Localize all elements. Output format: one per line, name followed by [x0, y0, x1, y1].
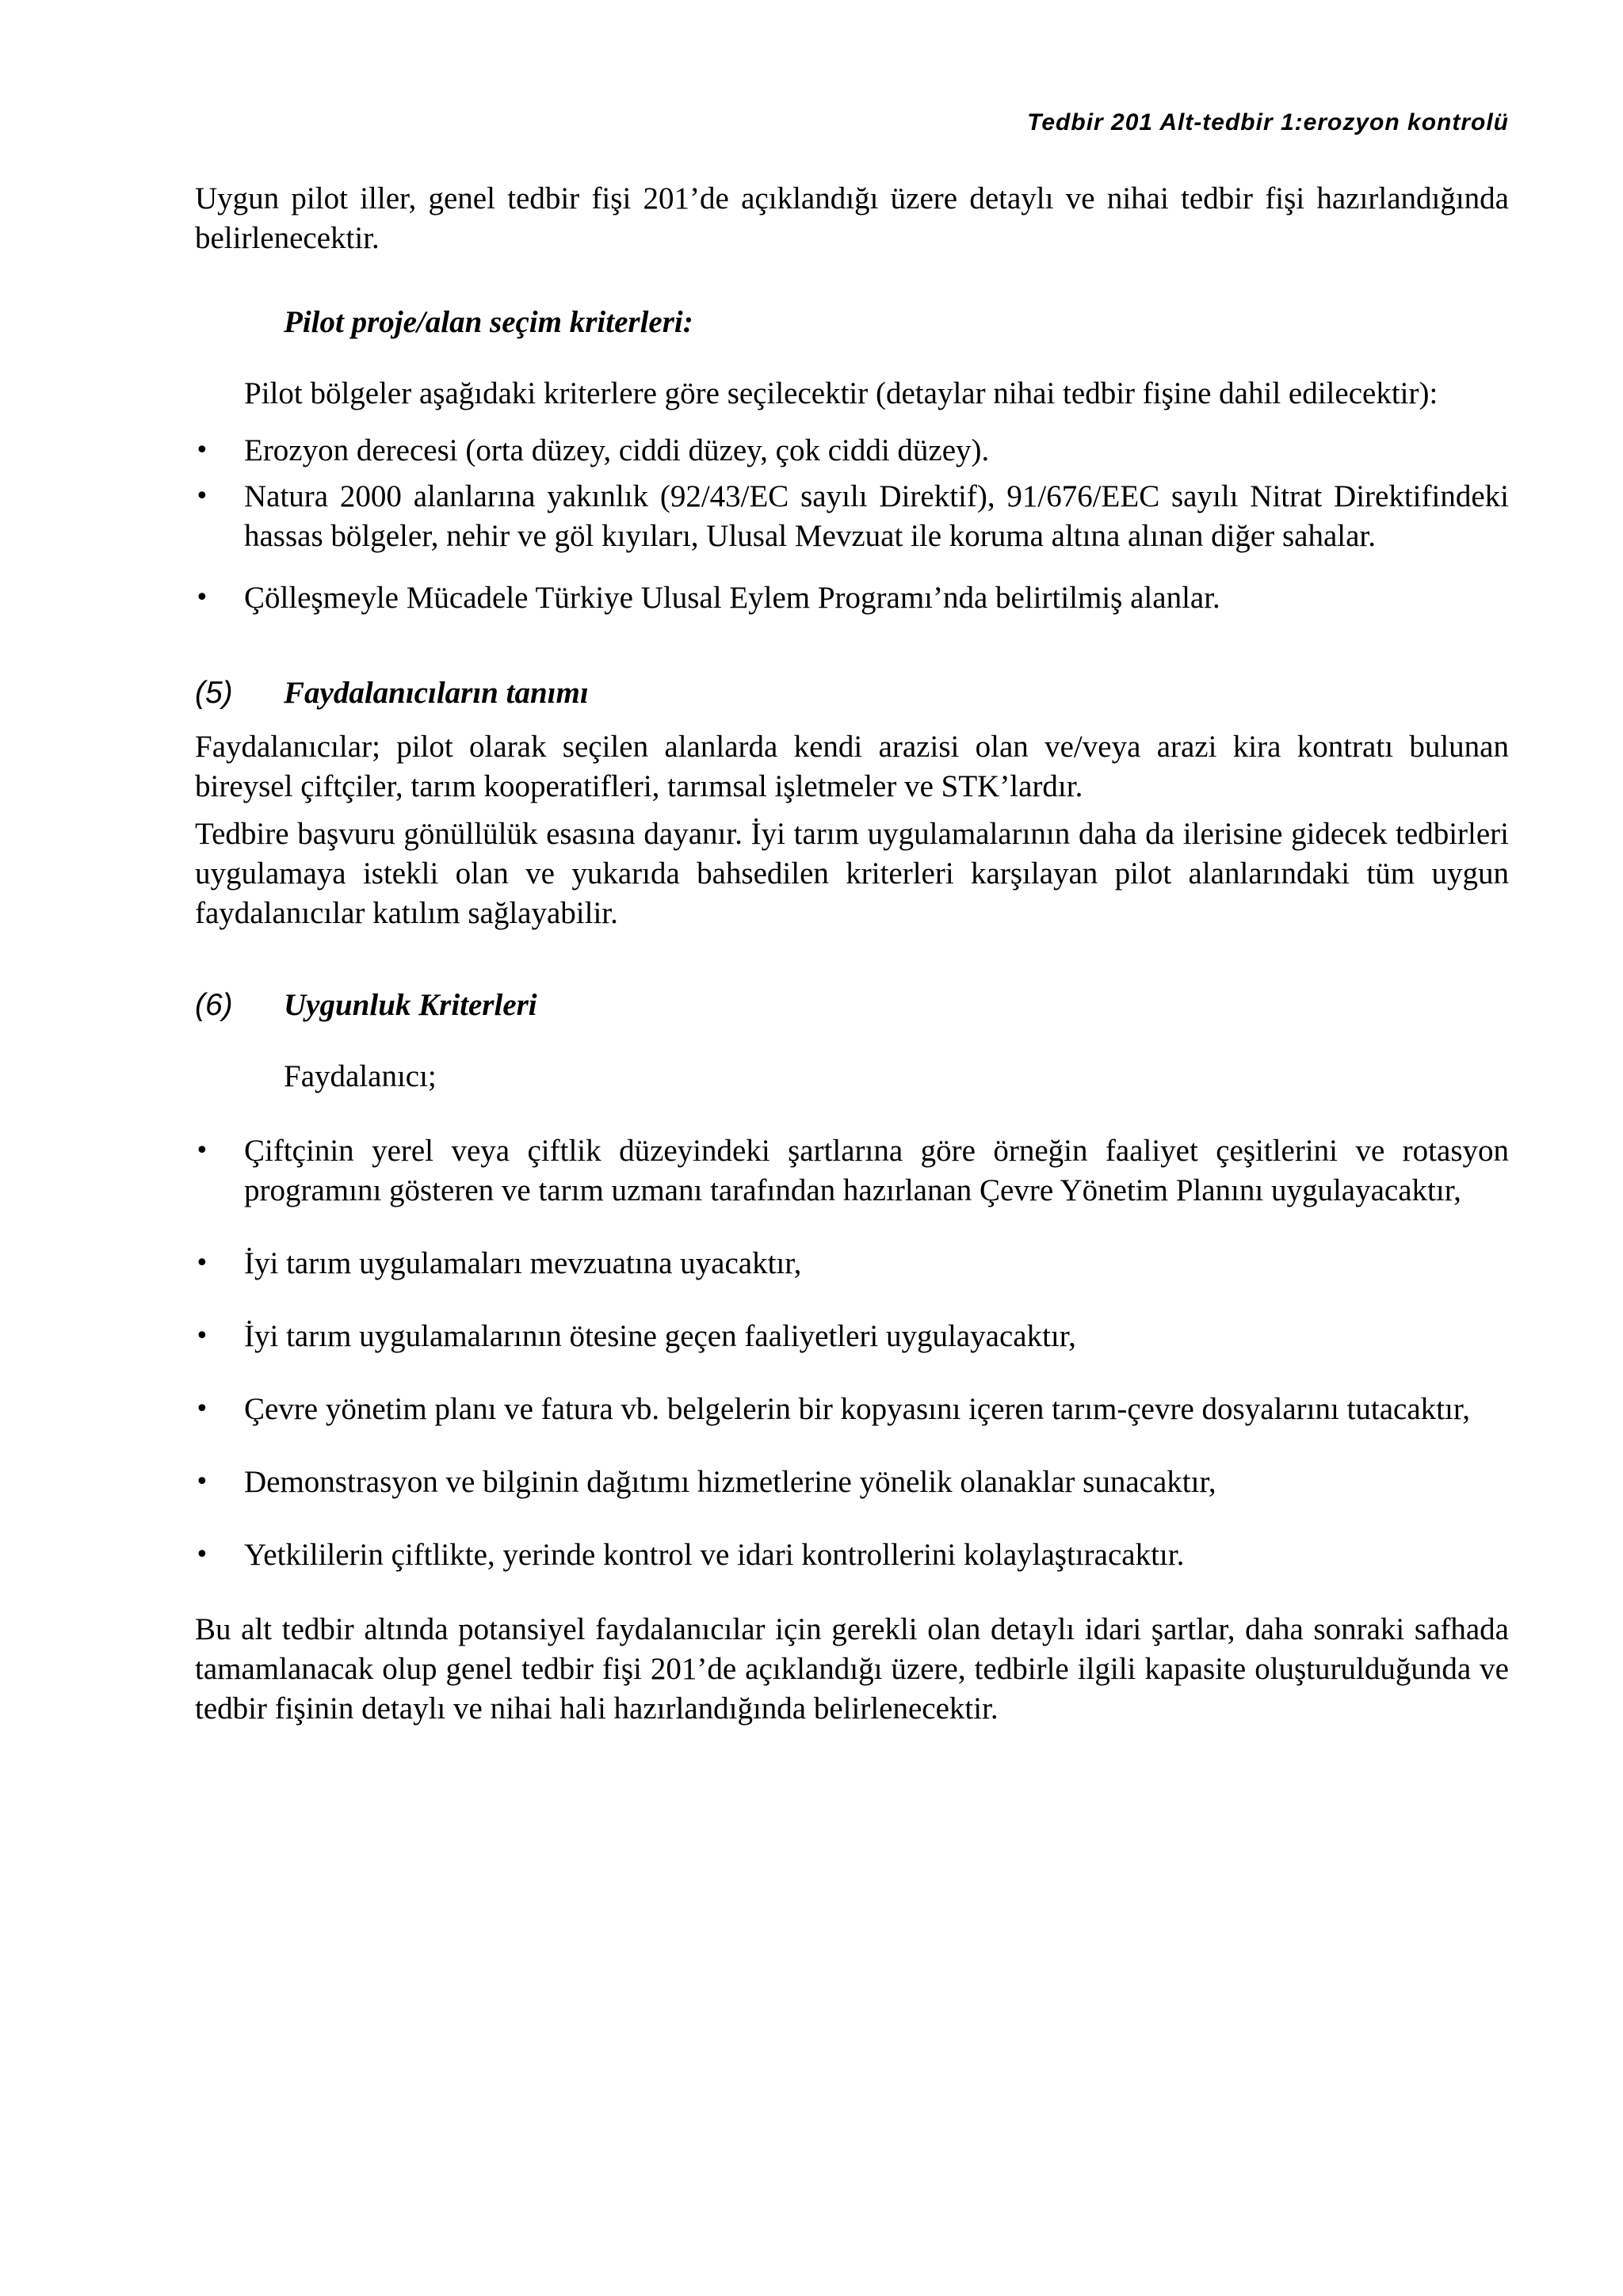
bullet-icon: •: [195, 584, 209, 612]
list-item-text: İyi tarım uygulamalarının ötesine geçen faaliyetleri uygulayacaktır,: [244, 1319, 1076, 1353]
pilot-criteria-lead: Pilot bölgeler aşağıdaki kriterlere göre seçilecektir (detaylar nihai tedbir fişine dahil edilecektir):: [244, 376, 1438, 410]
bullet-icon: •: [195, 1541, 209, 1569]
list-item: [195, 1131, 1509, 1211]
page-body: [195, 179, 1509, 1729]
pilot-criteria-title: Pilot proje/alan seçim kriterleri:: [284, 305, 693, 339]
bullet-icon: •: [195, 1137, 209, 1165]
section-6-heading: [195, 986, 1509, 1025]
bullet-icon: •: [195, 1249, 209, 1277]
list-item-text: Yetkililerin çiftlikte, yerinde kontrol ve idari kontrollerini kolaylaştıracaktır.: [244, 1538, 1185, 1572]
list-item: [195, 1390, 1509, 1429]
list-item: [195, 1317, 1509, 1356]
section-5-paragraph-1: Faydalanıcılar; pilot olarak seçilen alanlarda kendi arazisi olan ve/veya arazi kira kontratı bulunan bireysel çiftçiler, tarım kooperatifleri, tarımsal işletmeler ve STK’lardır.: [195, 730, 1509, 803]
list-item: [195, 578, 1509, 618]
list-item: [195, 1535, 1509, 1575]
list-item: [195, 1463, 1509, 1502]
list-item-text: Çevre yönetim planı ve fatura vb. belgelerin bir kopyasını içeren tarım-çevre dosyalarını tutacaktır,: [244, 1392, 1471, 1426]
eligibility-list: [195, 1131, 1509, 1575]
bullet-icon: •: [195, 437, 209, 464]
pilot-criteria-list: [195, 431, 1509, 618]
section-6-number: (6): [195, 988, 233, 1022]
section-6-lead: Faydalanıcı;: [284, 1059, 437, 1093]
section-6-title: Uygunluk Kriterleri: [284, 988, 537, 1022]
section-5-number: (5): [195, 676, 233, 710]
bullet-icon: •: [195, 1468, 209, 1496]
section-5-heading: [195, 673, 1509, 713]
bullet-icon: •: [195, 482, 209, 510]
list-item-text: Çiftçinin yerel veya çiftlik düzeyindeki şartlarına göre örneğin faaliyet çeşitlerini ve rotasyon programını gösteren ve tarım uzmanı tarafından hazırlanan Çevre Yönetim Planını uygulayacaktır,: [244, 1134, 1509, 1207]
bullet-icon: •: [195, 1322, 209, 1350]
list-item-text: Demonstrasyon ve bilginin dağıtımı hizmetlerine yönelik olanaklar sunacaktır,: [244, 1465, 1216, 1499]
list-item: [195, 1244, 1509, 1283]
list-item-text: Çölleşmeyle Mücadele Türkiye Ulusal Eylem Programı’nda belirtilmiş alanlar.: [244, 581, 1220, 615]
list-item: [195, 477, 1509, 556]
closing-paragraph: Bu alt tedbir altında potansiyel faydalanıcılar için gerekli olan detaylı idari şartlar, daha sonraki safhada tamamlanacak olup genel tedbir fişi 201’de açıklandığı üzere, tedbirle ilgili kapasite oluşturulduğunda ve tedbir fişinin detaylı ve nihai hali hazırlandığında belirlenecektir.: [195, 1612, 1509, 1726]
list-item-text: İyi tarım uygulamaları mevzuatına uyacaktır,: [244, 1246, 802, 1280]
bullet-icon: •: [195, 1395, 209, 1423]
running-header: Tedbir 201 Alt-tedbir 1:erozyon kontrolü: [1027, 109, 1509, 135]
list-item-text: Natura 2000 alanlarına yakınlık (92/43/EC sayılı Direktif), 91/676/EEC sayılı Nitrat Direktifindeki hassas bölgeler, nehir ve göl kıyıları, Ulusal Mevzuat ile koruma altına alınan diğer sahalar.: [244, 479, 1509, 553]
list-item-text: Erozyon derecesi (orta düzey, ciddi düzey, çok ciddi düzey).: [244, 433, 990, 467]
section-5-title: Faydalanıcıların tanımı: [284, 676, 589, 710]
intro-paragraph: Uygun pilot iller, genel tedbir fişi 201’de açıklandığı üzere detaylı ve nihai tedbir fişi hazırlandığında belirlenecektir.: [195, 181, 1509, 255]
list-item: [195, 431, 1509, 471]
section-5-paragraph-2: Tedbire başvuru gönüllülük esasına dayanır. İyi tarım uygulamalarının daha da ilerisine gidecek tedbirleri uygulamaya istekli olan ve yukarıda bahsedilen kriterleri karşılayan pilot alanlarındaki tüm uygun faydalanıcılar katılım sağlayabilir.: [195, 817, 1509, 930]
